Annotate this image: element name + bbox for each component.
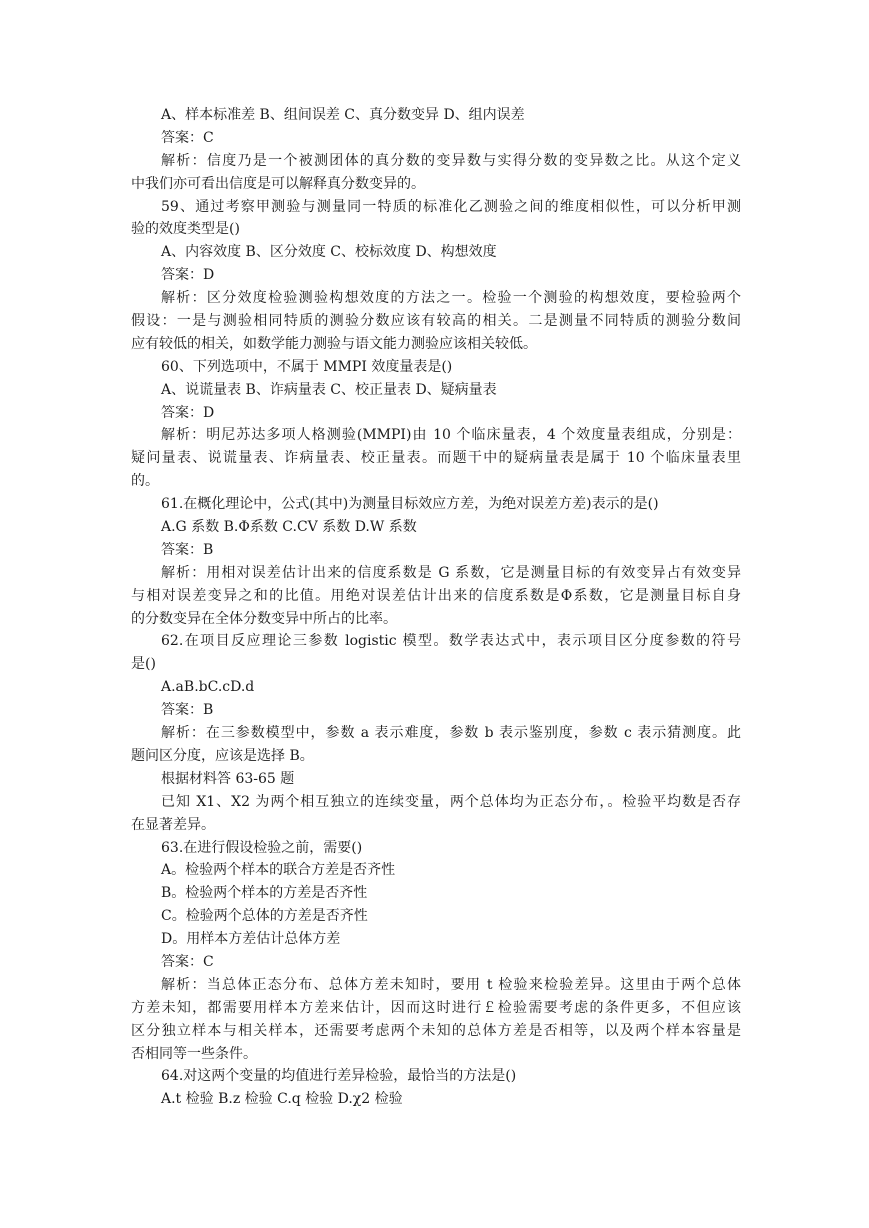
- text-line: A、说谎量表 B、诈病量表 C、校正量表 D、疑病量表: [161, 381, 497, 398]
- text-line: A.aB.bC.cD.d: [161, 679, 255, 696]
- document-body: [131, 104, 741, 1111]
- text-line: 64.对这两个变量的均值进行差异检验，最恰当的方法是(): [161, 1068, 517, 1085]
- text-line: 62.在项目反应理论三参数 logistic 模型。数学表达式中，表示项目区分度参数的符号: [161, 633, 741, 650]
- text-line: 解析：用相对误差估计出来的信度系数是 G 系数，它是测量目标的有效变异占有效变异: [161, 564, 741, 581]
- text-line: 疑问量表、说谎量表、诈病量表、校正量表。而题干中的疑病量表是属于 10 个临床量表里: [131, 450, 741, 467]
- text-line: 与相对误差变异之和的比值。用绝对误差估计出来的信度系数是Φ系数，它是测量目标自身: [131, 587, 741, 604]
- text-line: 的。: [131, 473, 159, 490]
- text-line: B。检验两个样本的方差是否齐性: [161, 885, 368, 902]
- text-line: 解析：信度乃是一个被测团体的真分数的变异数与实得分数的变异数之比。从这个定义: [161, 152, 741, 169]
- text-line: 答案：D: [161, 267, 215, 284]
- text-line: 60、下列选项中，不属于 MMPI 效度量表是(): [161, 358, 453, 375]
- text-line: A、样本标准差 B、组间误差 C、真分数变异 D、组内误差: [161, 107, 525, 123]
- text-line: 解析：区分效度检验测验构想效度的方法之一。检验一个测验的构想效度，要检验两个: [161, 290, 741, 307]
- text-line: 解析：明尼苏达多项人格测验(MMPI)由 10 个临床量表，4 个效度量表组成，分别是：: [161, 427, 741, 444]
- text-line: 答案：D: [161, 404, 215, 421]
- text-line: D。用样本方差估计总体方差: [161, 931, 341, 948]
- text-line: 答案：C: [161, 953, 214, 970]
- text-line: 验的效度类型是(): [131, 221, 240, 238]
- text-line: 的分数变异在全体分数变异中所占的比率。: [131, 610, 397, 627]
- text-line: A。检验两个样本的联合方差是否齐性: [161, 862, 396, 879]
- text-line: 否相同等一些条件。: [131, 1045, 257, 1062]
- text-line: 题问区分度，应该是选择 B。: [131, 747, 314, 764]
- text-line: 答案：B: [161, 541, 214, 558]
- text-line: 应有较低的相关，如数学能力测验与语文能力测验应该相关较低。: [131, 335, 537, 352]
- text-line: 在显著差异。: [131, 816, 215, 833]
- text-line: 根据材料答 63-65 题: [161, 770, 295, 787]
- text-line: A.t 检验 B.z 检验 C.q 检验 D.χ2 检验: [161, 1091, 403, 1108]
- text-line: 答案：C: [161, 129, 214, 146]
- text-line: 方差未知，都需要用样本方差来估计，因而这时进行￡检验需要考虑的条件更多，不但应该: [131, 999, 741, 1016]
- text-line: 解析：当总体正态分布、总体方差未知时，要用 t 检验来检验差异。这里由于两个总体: [161, 976, 741, 993]
- text-line: A.G 系数 B.Φ系数 C.CV 系数 D.W 系数: [161, 519, 417, 536]
- text-line: C。检验两个总体的方差是否齐性: [161, 908, 368, 925]
- text-line: 59、通过考察甲测验与测量同一特质的标准化乙测验之间的维度相似性，可以分析甲测: [161, 198, 741, 215]
- text-line: A、内容效度 B、区分效度 C、校标效度 D、构想效度: [161, 244, 497, 261]
- text-line: 假设：一是与测验相同特质的测验分数应该有较高的相关。二是测量不同特质的测验分数间: [131, 313, 741, 330]
- text-line: 63.在进行假设检验之前，需要(): [161, 839, 363, 856]
- text-line: 是(): [131, 656, 156, 673]
- text-line: 答案：B: [161, 702, 214, 719]
- text-line: 中我们亦可看出信度是可以解释真分数变异的。: [131, 175, 425, 192]
- text-line: 61.在概化理论中，公式(其中)为测量目标效应方差，为绝对误差方差)表示的是(): [161, 496, 659, 513]
- text-line: 解析：在三参数模型中，参数 a 表示难度，参数 b 表示鉴别度，参数 c 表示猜测度。此: [161, 725, 741, 742]
- text-line: 区分独立样本与相关样本，还需要考虑两个未知的总体方差是否相等，以及两个样本容量是: [131, 1022, 741, 1039]
- text-line: 已知 X1、X2 为两个相互独立的连续变量，两个总体均为正态分布，。检验平均数是否存: [161, 793, 741, 810]
